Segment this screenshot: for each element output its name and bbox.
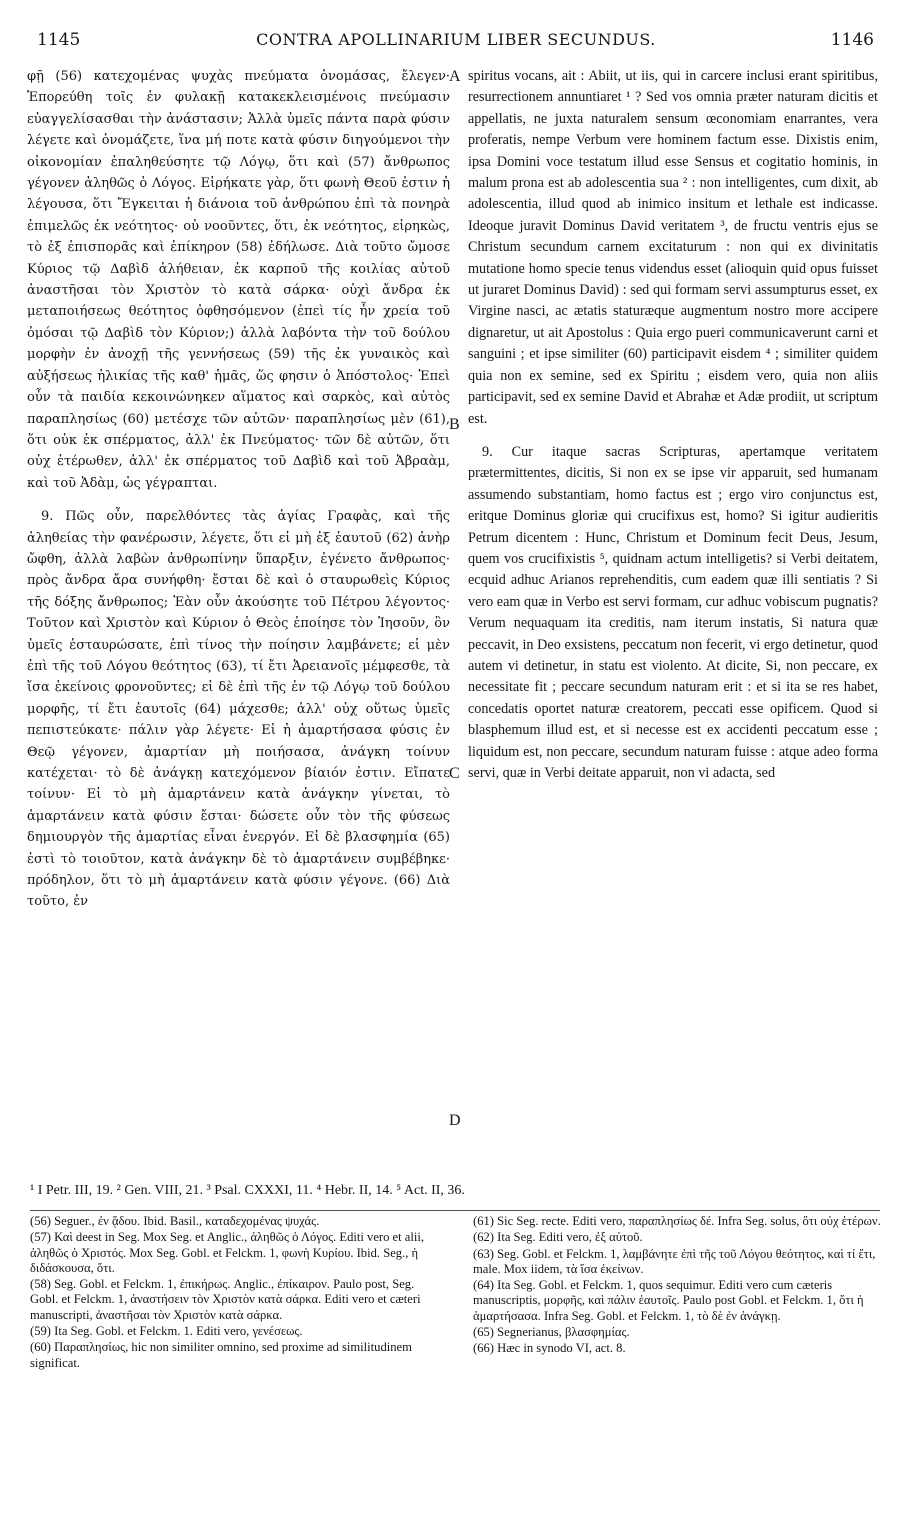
footnote: (56) Seguer., ἐν ᾅδου. Ibid. Basil., καταδεχομένας ψυχάς. (30, 1214, 320, 1228)
footnote-divider (30, 1210, 880, 1211)
page-number-right: 1146 (830, 30, 874, 50)
latin-column (468, 66, 878, 784)
margin-letter-d: D (449, 1112, 461, 1129)
page-header (0, 30, 912, 58)
footnote: (65) Segnerianus, βλασφημίας. (473, 1325, 630, 1340)
greek-paragraph-2: 9. Πῶς οὖν, παρελθόντες τὰς ἁγίας Γραφὰς, καὶ τῆς ἀληθείας τὴν φανέρωσιν, λέγετε, ὅτι εἰ μὴ ἐξ ἑαυτοῦ (62) ἀνὴρ ὤφθη, ἀλλὰ λαβὼν ἀνθρωπίνην ὕπαρξιν, ἐγένετο ἄνθρωπος· πρὸς ἄνδρα ἄρα συνήφθη· ἔσται δὲ καὶ ὁ σταυρωθεὶς Κύριος τῆς δόξης ἄνθρωπος; Ἐὰν οὖν ἀκούσητε τοῦ Πέτρου λέγοντος· Τοῦτον καὶ Χριστὸν καὶ Κύριον ὁ Θεὸς ἐποίησε τὸν Ἰησοῦν, ὃν ὑμεῖς ἐσταυρώσατε, ἐπὶ τίνος τὴν ποίησιν λαμβάνετε; εἰ μὲν ἐπὶ τῆς τοῦ Λόγου θεότητος (63), τί ἔτι Ἀρειανοῖς μέμφεσθε, τὰ ἴσα ἐκείνοις φρονοῦντες; εἰ δὲ ἐπὶ τῆς ἐν τῷ Λόγῳ τοῦ δούλου μορφῆς, τί ἔτι ἑαυτοῖς (64) μάχεσθε; ἀλλ' οὐχ οὕτως ὑμεῖς πεπιστεύκατε· πάλιν γὰρ λέγετε· Εἰ ἡ ἁμαρτήσασα φύσις ἐν Θεῷ γέγονεν, ἁμαρτίαν μὴ ποιήσασα, ἀνάγκη τοίνυν κατέχεται· τὸ δὲ ἀνάγκῃ κατεχόμενον βίαιόν ἐστιν. Εἴπατε τοίνυν· Εἰ τὸ μὴ ἁμαρτάνειν κατὰ ἀνάγκην γίνεται, τὸ ἁμαρτάνειν κατὰ φύσιν ἔσται· δώσετε οὖν τὸν τῆς φύσεως δημιουργὸν τῆς ἁμαρτίας εἶναι ἐνεργόν. Εἰ δὲ βλασφημία (65) ἐστὶ τὸ τοιοῦτον, κατὰ ἀνάγκην δὲ τὸ ἁμαρτάνειν συμβέβηκε· πρόδηλον, ὅτι τὸ μὴ ἁμαρτάνειν κατὰ φύσιν γέγονε. (66) Διὰ τοῦτο, ἐν (27, 509, 450, 910)
footnote: (64) Ita Seg. Gobl. et Felckm. 1, quos sequimur. Editi vero cum cæteris manuscriptis, μορφῆς, καὶ πάλιν ἑαυτοῖς. Paulo post Gobl. et Felckm. 1, ὅτι ἡ ἁμαρτήσασα. Infra Seg. Gobl. et Felckm. 1, τὸ δὲ ἐν ἀνάγκῃ. (473, 1278, 864, 1323)
footnote: (60) Παραπλησίως, hic non similiter omnino, sed proxime ad similitudinem significat. (30, 1340, 412, 1370)
footnote: (61) Sic Seg. recte. Editi vero, παραπλησίως δέ. Infra Seg. solus, ὅτι οὐχ ἑτέρων. (473, 1214, 881, 1228)
margin-letter-a: A (449, 68, 461, 85)
margin-letter-c: C (449, 765, 460, 782)
footnote: (63) Seg. Gobl. et Felckm. 1, λαμβάνητε ἐπὶ τῆς τοῦ Λόγου θεότητος, καὶ τί ἔτι, male. Mox iidem, τὰ ἴσα ἐκείνων. (473, 1246, 876, 1276)
footnote: (62) Ita Seg. Editi vero, ἐξ αὐτοῦ. (473, 1230, 643, 1245)
latin-paragraph-2: 9. Cur itaque sacras Scripturas, apertamque veritatem prætermittentes, dicitis, Si non ex se ipse vir apparuit, sed humanam assumendo substantiam, homo factus est ; ergo viro conjunctus est, eritque Dominus gloriæ qui crucifixus est, homo? Si igitur audieritis Petrum dicentem : Hunc, Christum et Dominum fecit Deus, Jesum, quem vos crucifixistis ⁵, quidnam actum intelligetis? si Verbi deitatem, ecquid adhuc Arianos reprehenditis, cum eadem quæ illi sentiatis ? Si vero eam quæ in Verbo est servi formam, cur adhuc vobiscum pugnatis? Verum nequaquam ita creditis, nam iterum instatis, Si natura quæ peccavit, in Deo exsistens, peccatum non fecerit, vi ergo detinetur, quod autem vi detinetur, in statu est violento. At dicite, Si, non peccare, ex necessitate fit ; peccare secundum naturam erit : et si ita se res habet, concedatis oportet naturæ creatorem, peccati esse opificem. Quod si blasphemum illud est, et si necesse est ex accidenti peccatum esse ; liquidum est, non peccare, secundum naturam fuisse : atque adeo forma servi, quæ in Verbi deitate apparuit, non vi adacta, sed (468, 443, 878, 781)
greek-paragraph-1: φῇ (56) κατεχομένας ψυχὰς πνεύματα ὀνομάσας, ἔλεγεν· Ἐπορεύθη τοῖς ἐν φυλακῇ κατακεκλεισμένοις πνεύμασιν εὐαγγελίσασθαι τὴν ἀνάστασιν; Ἀλλὰ ὑμεῖς πάντα παρὰ φύσιν λέγετε καὶ ὀνομάζετε, ἵνα μή ποτε κατὰ φύσιν διηγούμενοι τὴν οἰκονομίαν ἐπαληθεύσητε τῷ Λόγῳ, ὅτι καὶ (57) ἄνθρωπος γέγονεν ἀληθῶς ὁ Λόγος. Εἰρήκατε γὰρ, ὅτι φωνὴ Θεοῦ ἐστιν ἡ λέγουσα, ὅτι Ἔγκειται ἡ διάνοια τοῦ ἀνθρώπου ἐπὶ τὰ πονηρὰ ἐπιμελῶς ἐκ νεότητος· οὐ νοοῦντες, ὅτι, ἐκ νεότητος, εἰρηκὼς, τὸ ἐξ ἐπισπορᾶς καὶ ἐπίκηρον (58) ἐδήλωσε. Διὰ τοῦτο ὤμοσε Κύριος τῷ Δαβὶδ ἀλήθειαν, ἐκ καρποῦ τῆς κοιλίας αὐτοῦ ἀναστῆσαι τὸν Χριστὸν τὸ κατὰ σάρκα· οὐχὶ ἄνδρα ἐκ μεταποιήσεως θεότητος ὀφθησόμενον (ἐπεὶ τίς ἦν χρεία τοῦ ὀμόσαι τῷ Δαβὶδ τὸν Κύριον;) ἀλλὰ λαβόντα τὴν τοῦ δούλου μορφὴν ἐν ἀνοχῇ τῆς γεννήσεως (59) τῆς ἐκ γυναικὸς καὶ αὐξήσεως ἡλικίας τῆς καθ' ἡμᾶς, ὥς φησιν ὁ Ἀπόστολος· Ἐπεὶ οὖν τὰ παιδία κεκοινώνηκεν αἵματος καὶ σαρκὸς, καὶ αὐτὸς παραπλησίως (60) μετέσχε τῶν αὐτῶν· παραπλησίως μὲν (61), ὅτι οὐκ ἐκ σπέρματος, ἀλλ' ἐκ Πνεύματος· τῶν δὲ αὐτῶν, ὅτι οὐχ ἑτέρωθεν, ἀλλ' ἐκ σπέρματος τοῦ Δαβὶδ καὶ τοῦ Ἀβραὰμ, καὶ τοῦ Ἀδὰμ, ὡς γέγραπται. (27, 69, 450, 491)
footnotes-left (30, 1214, 445, 1372)
footnote: (57) Καὶ deest in Seg. Mox Seg. et Anglic., ἀληθῶς ὁ Λόγος. Editi vero et alii, ἀληθῶς ὁ Χριστός. Mox Seg. Gobl. et Felckm. 1, φωνὴ Κυρίου. Ibid. Seg., ἡ διδάσκουσα, ὅτι. (30, 1230, 425, 1275)
footnote: (59) Ita Seg. Gobl. et Felckm. 1. Editi vero, γενέσεως. (30, 1324, 303, 1339)
footnotes-right (473, 1214, 883, 1358)
footnote: (58) Seg. Gobl. et Felckm. 1, ἐπικήρως. Anglic., ἐπίκαιρον. Paulo post, Seg. Gobl. et Felckm. 1, ἀναστήσειν τὸν Χριστὸν κατὰ σάρκα. Editi vero et cæteri manuscripti, ἀναστῆσαι τὸν Χριστὸν κατὰ σάρκα. (30, 1277, 421, 1322)
latin-paragraph-1: spiritus vocans, ait : Abiit, ut iis, qui in carcere inclusi erant spiritibus, resurrectionem annuntiaret ¹ ? Sed vos omnia præter naturam dicitis et appellatis, ne juxta naturalem sensum œconomiam enarrantes, vera proferatis, nempe Verbum vere hominem factum esse. Dixistis enim, ipsa Domini voce testatum illud esse Sensus et cogitatio hominis, in malum prona est ab adolescentia sua ² : non intelligentes, cum dixit, ab adolescentia, illud quod ab inimico insitum et lethale est indicasse. Ideoque juravit Dominus David veritatem ³, de fructu ventris ejus se Christum secundum carnem excitaturum : non qui ex divinitatis mutatione homo specie tenus videndus esset (alioquin quid opus fuisset ut juraret Dominus David) : sed qui formam servi assumpturus esset, ex Virgine nasci, ac ætatis staturæque augmentum nostro more accipere dignaretur, ut ait Apostolus : Quia ergo pueri communicaverunt carni et sanguini ; et ipse similiter (60) participavit eisdem ⁴ ; similiter quidem quia non ex semine, sed ex Spiritu ; eisdem vero, quia non aliis participavit, sed ex semine David et Abrahæ et Adæ prodiit, ut scriptum est. (468, 68, 878, 427)
page-number-left: 1145 (37, 30, 81, 50)
footnote: (66) Hæc in synodo VI, act. 8. (473, 1341, 626, 1356)
scripture-references: ¹ I Petr. III, 19. ² Gen. VIII, 21. ³ Psal. CXXXI, 11. ⁴ Hebr. II, 14. ⁵ Act. II, 36. (30, 1183, 465, 1198)
greek-column (27, 66, 450, 913)
margin-letter-b: B (449, 416, 460, 433)
running-title: CONTRA APOLLINARIUM LIBER SECUNDUS. (256, 30, 656, 49)
